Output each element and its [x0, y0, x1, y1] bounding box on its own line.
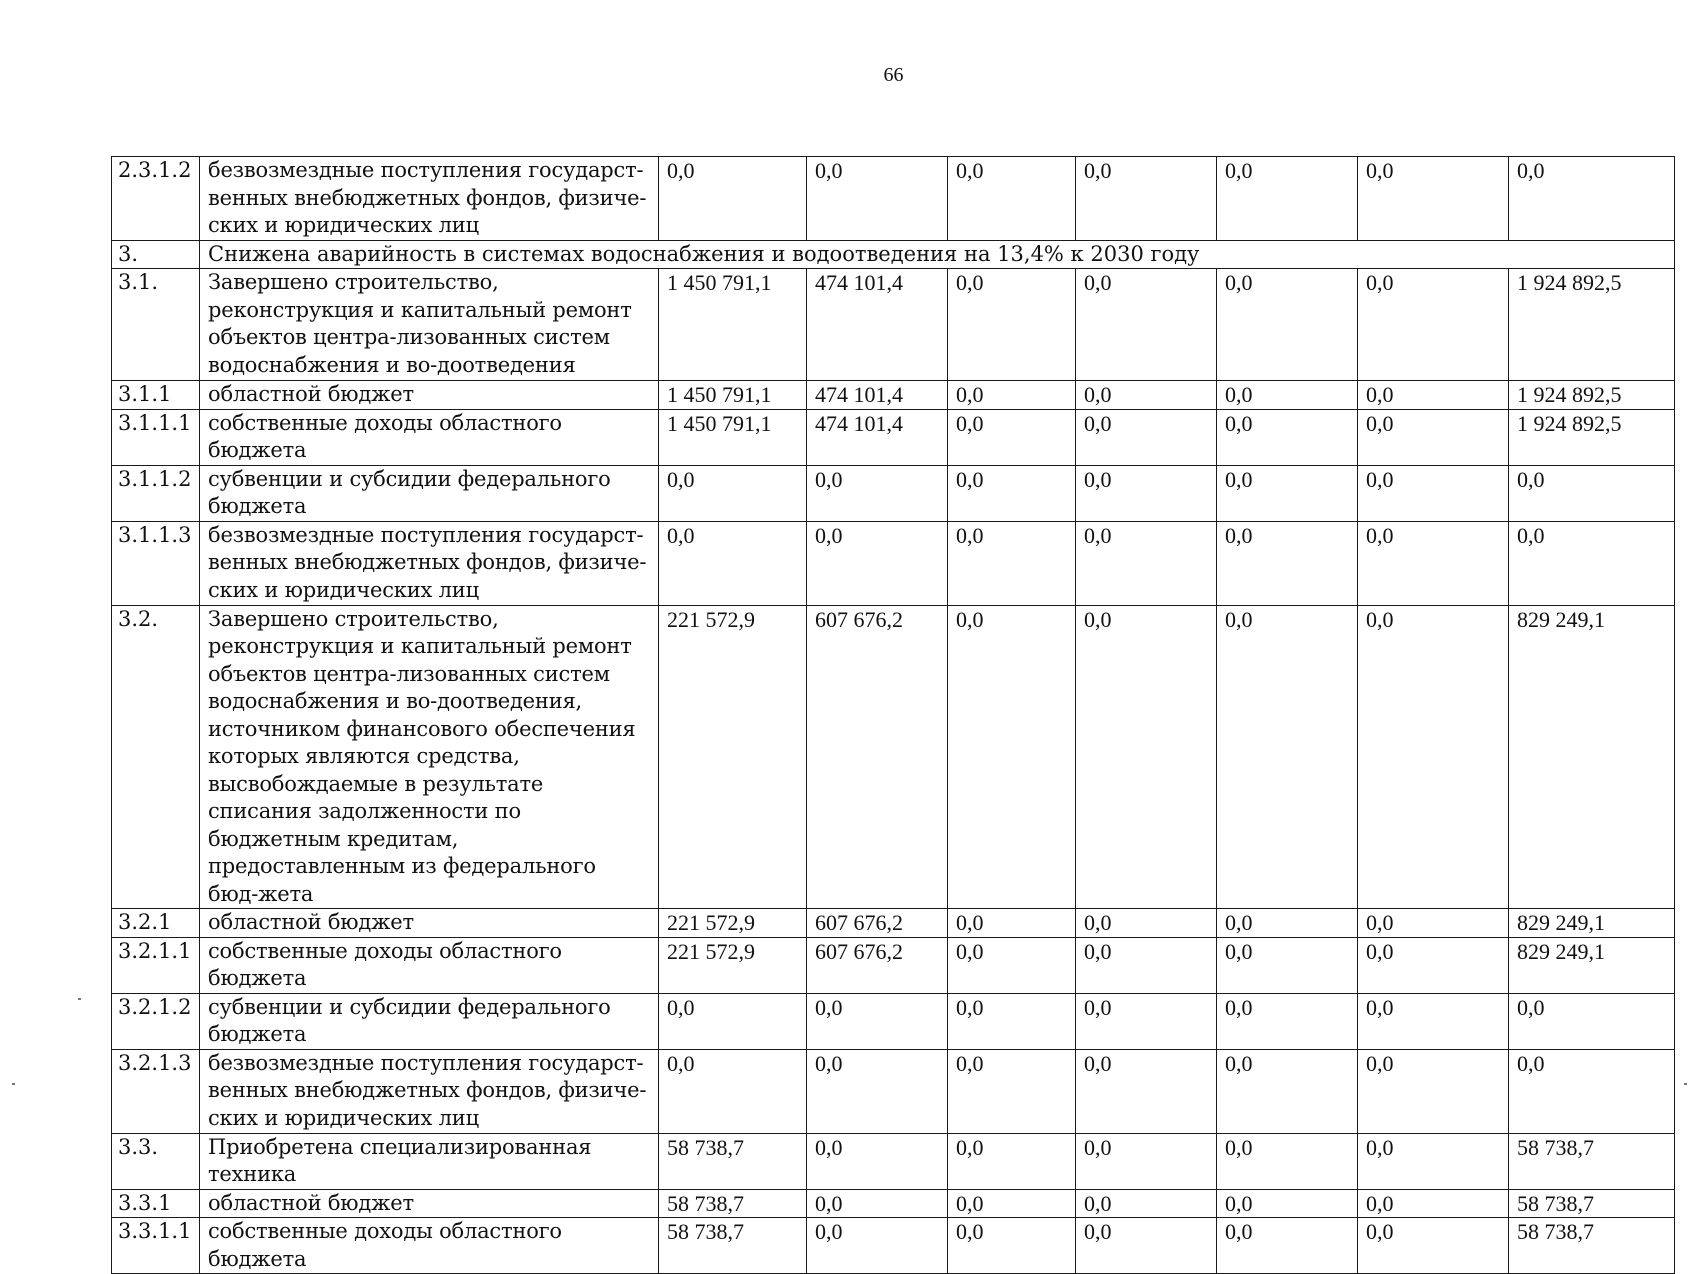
row-value: 0,0: [1358, 381, 1509, 410]
row-value: 0,0: [807, 465, 948, 521]
row-value: 58 738,7: [1509, 1189, 1675, 1218]
row-value: 0,0: [948, 381, 1076, 410]
row-description: субвенции и субсидии федерального бюджета: [200, 993, 659, 1049]
row-code: 3.2.1.3: [112, 1049, 200, 1133]
row-code: 3.1.1: [112, 381, 200, 410]
row-code: 3.3.1.1: [112, 1218, 200, 1274]
row-value: 0,0: [1509, 993, 1675, 1049]
row-value: 0,0: [948, 909, 1076, 938]
row-description: Завершено строительство, реконструкция и капитальный ремонт объектов центра-лизованных систем водоснабжения и во-доотведения, источником финансового обеспечения которых являются средства, высвобождаемые в результате списания задолженности по бюджетным кредитам, предоставленным из федерального бюд-жета: [200, 605, 659, 909]
table-row: [112, 521, 1675, 605]
row-value: 0,0: [1217, 269, 1358, 381]
row-value: 0,0: [1076, 993, 1217, 1049]
row-description: субвенции и субсидии федерального бюджета: [200, 465, 659, 521]
scan-speck: [1684, 1083, 1687, 1085]
row-code: 3.2.: [112, 605, 200, 909]
row-value: 0,0: [1076, 409, 1217, 465]
table-row: [112, 381, 1675, 410]
row-value: 0,0: [1217, 381, 1358, 410]
row-value: 0,0: [1076, 605, 1217, 909]
row-value: 0,0: [659, 993, 807, 1049]
row-code: 3.3.: [112, 1133, 200, 1189]
row-code: 3.1.1.1: [112, 409, 200, 465]
row-value: 58 738,7: [659, 1189, 807, 1218]
row-value: 0,0: [1076, 937, 1217, 993]
row-value: 0,0: [659, 157, 807, 241]
row-value: 0,0: [1217, 1133, 1358, 1189]
table-row: [112, 409, 1675, 465]
row-value: 829 249,1: [1509, 909, 1675, 938]
row-value: 0,0: [948, 409, 1076, 465]
row-value: 0,0: [1217, 605, 1358, 909]
row-value: 0,0: [948, 1218, 1076, 1274]
row-value: 0,0: [1217, 1049, 1358, 1133]
row-value: 0,0: [1358, 605, 1509, 909]
row-value: 0,0: [807, 157, 948, 241]
row-value: 0,0: [948, 157, 1076, 241]
row-code: 2.3.1.2: [112, 157, 200, 241]
row-value: 0,0: [1509, 465, 1675, 521]
row-value: 0,0: [948, 937, 1076, 993]
row-description: безвозмездные поступления государст-венных внебюджетных фондов, физиче-ских и юридических лиц: [200, 1049, 659, 1133]
row-value: 0,0: [659, 521, 807, 605]
table-row: [112, 157, 1675, 241]
table-row: [112, 1133, 1675, 1189]
row-value: 0,0: [1358, 157, 1509, 241]
row-value: 474 101,4: [807, 381, 948, 410]
row-value: 0,0: [1358, 909, 1509, 938]
row-description: областной бюджет: [200, 381, 659, 410]
row-value: 0,0: [1217, 465, 1358, 521]
row-value: 221 572,9: [659, 909, 807, 938]
row-value: 58 738,7: [1509, 1218, 1675, 1274]
budget-table: [111, 156, 1675, 1274]
row-value: 0,0: [1076, 1049, 1217, 1133]
row-value: 58 738,7: [1509, 1133, 1675, 1189]
row-description: областной бюджет: [200, 909, 659, 938]
row-value: 0,0: [807, 1133, 948, 1189]
row-value: 0,0: [948, 269, 1076, 381]
row-value: 0,0: [1217, 409, 1358, 465]
row-value: 607 676,2: [807, 909, 948, 938]
table-row: [112, 605, 1675, 909]
row-value: 1 924 892,5: [1509, 381, 1675, 410]
row-value: 0,0: [1076, 465, 1217, 521]
row-value: 0,0: [1509, 521, 1675, 605]
row-code: 3.1.: [112, 269, 200, 381]
row-value: 474 101,4: [807, 409, 948, 465]
row-value: 0,0: [1076, 381, 1217, 410]
row-description: Завершено строительство, реконструкция и капитальный ремонт объектов центра-лизованных систем водоснабжения и во-доотведения: [200, 269, 659, 381]
row-value: 0,0: [1076, 269, 1217, 381]
row-value: 58 738,7: [659, 1133, 807, 1189]
row-code: 3.2.1: [112, 909, 200, 938]
row-description: собственные доходы областного бюджета: [200, 409, 659, 465]
row-value: 0,0: [1358, 1049, 1509, 1133]
scan-speck: [78, 998, 81, 1000]
table-row: [112, 1189, 1675, 1218]
row-code: 3.1.1.3: [112, 521, 200, 605]
table-row: [112, 465, 1675, 521]
row-value: 0,0: [1217, 909, 1358, 938]
row-value: 0,0: [1358, 1218, 1509, 1274]
row-value: 607 676,2: [807, 937, 948, 993]
section-title: Снижена аварийность в системах водоснабжения и водоотведения на 13,4% к 2030 году: [200, 240, 1675, 269]
row-value: 0,0: [1358, 1189, 1509, 1218]
row-description: областной бюджет: [200, 1189, 659, 1218]
page-number: 66: [883, 64, 904, 86]
row-value: 0,0: [1076, 1133, 1217, 1189]
row-code: 3.1.1.2: [112, 465, 200, 521]
row-value: 0,0: [1076, 1189, 1217, 1218]
row-value: 0,0: [1217, 937, 1358, 993]
table-row: [112, 937, 1675, 993]
row-value: 0,0: [1076, 157, 1217, 241]
table-row: [112, 269, 1675, 381]
row-value: 0,0: [948, 1189, 1076, 1218]
row-value: 0,0: [1217, 521, 1358, 605]
row-value: 0,0: [948, 465, 1076, 521]
table-row: [112, 909, 1675, 938]
row-value: 474 101,4: [807, 269, 948, 381]
row-value: 58 738,7: [659, 1218, 807, 1274]
row-value: 0,0: [807, 521, 948, 605]
row-value: 0,0: [1358, 521, 1509, 605]
row-value: 0,0: [948, 993, 1076, 1049]
row-value: 0,0: [1076, 521, 1217, 605]
row-value: 0,0: [948, 605, 1076, 909]
row-value: 0,0: [807, 1049, 948, 1133]
row-value: 0,0: [1076, 1218, 1217, 1274]
row-value: 1 924 892,5: [1509, 409, 1675, 465]
row-value: 221 572,9: [659, 605, 807, 909]
row-value: 607 676,2: [807, 605, 948, 909]
row-description: безвозмездные поступления государст-венных внебюджетных фондов, физиче-ских и юридических лиц: [200, 157, 659, 241]
row-value: 0,0: [948, 1133, 1076, 1189]
row-value: 0,0: [1076, 909, 1217, 938]
row-value: 0,0: [807, 993, 948, 1049]
row-value: 0,0: [1217, 1189, 1358, 1218]
row-description: безвозмездные поступления государст-венных внебюджетных фондов, физиче-ских и юридических лиц: [200, 521, 659, 605]
row-value: 0,0: [807, 1189, 948, 1218]
row-value: 0,0: [948, 521, 1076, 605]
row-value: 0,0: [1358, 1133, 1509, 1189]
row-value: 0,0: [1217, 993, 1358, 1049]
row-value: 0,0: [1217, 157, 1358, 241]
row-value: 0,0: [948, 1049, 1076, 1133]
row-description: собственные доходы областного бюджета: [200, 1218, 659, 1274]
row-value: 0,0: [659, 465, 807, 521]
row-value: 0,0: [1509, 157, 1675, 241]
row-value: 0,0: [1358, 269, 1509, 381]
row-code: 3.3.1: [112, 1189, 200, 1218]
table-row: [112, 1049, 1675, 1133]
table-body: [112, 157, 1675, 1274]
table-row: [112, 993, 1675, 1049]
row-description: собственные доходы областного бюджета: [200, 937, 659, 993]
row-code: 3.2.1.1: [112, 937, 200, 993]
row-value: 1 450 791,1: [659, 409, 807, 465]
row-value: 0,0: [1509, 1049, 1675, 1133]
table-row: [112, 1218, 1675, 1274]
row-value: 0,0: [1358, 409, 1509, 465]
row-value: 221 572,9: [659, 937, 807, 993]
row-description: Приобретена специализированная техника: [200, 1133, 659, 1189]
row-value: 1 450 791,1: [659, 381, 807, 410]
row-value: 829 249,1: [1509, 937, 1675, 993]
row-value: 0,0: [659, 1049, 807, 1133]
row-value: 0,0: [1358, 465, 1509, 521]
row-value: 0,0: [807, 1218, 948, 1274]
row-value: 829 249,1: [1509, 605, 1675, 909]
row-value: 0,0: [1358, 993, 1509, 1049]
row-code: 3.: [112, 240, 200, 269]
section-heading-row: [112, 240, 1675, 269]
scan-speck: [12, 1083, 15, 1085]
row-code: 3.2.1.2: [112, 993, 200, 1049]
row-value: 0,0: [1358, 937, 1509, 993]
row-value: 1 924 892,5: [1509, 269, 1675, 381]
row-value: 0,0: [1217, 1218, 1358, 1274]
row-value: 1 450 791,1: [659, 269, 807, 381]
